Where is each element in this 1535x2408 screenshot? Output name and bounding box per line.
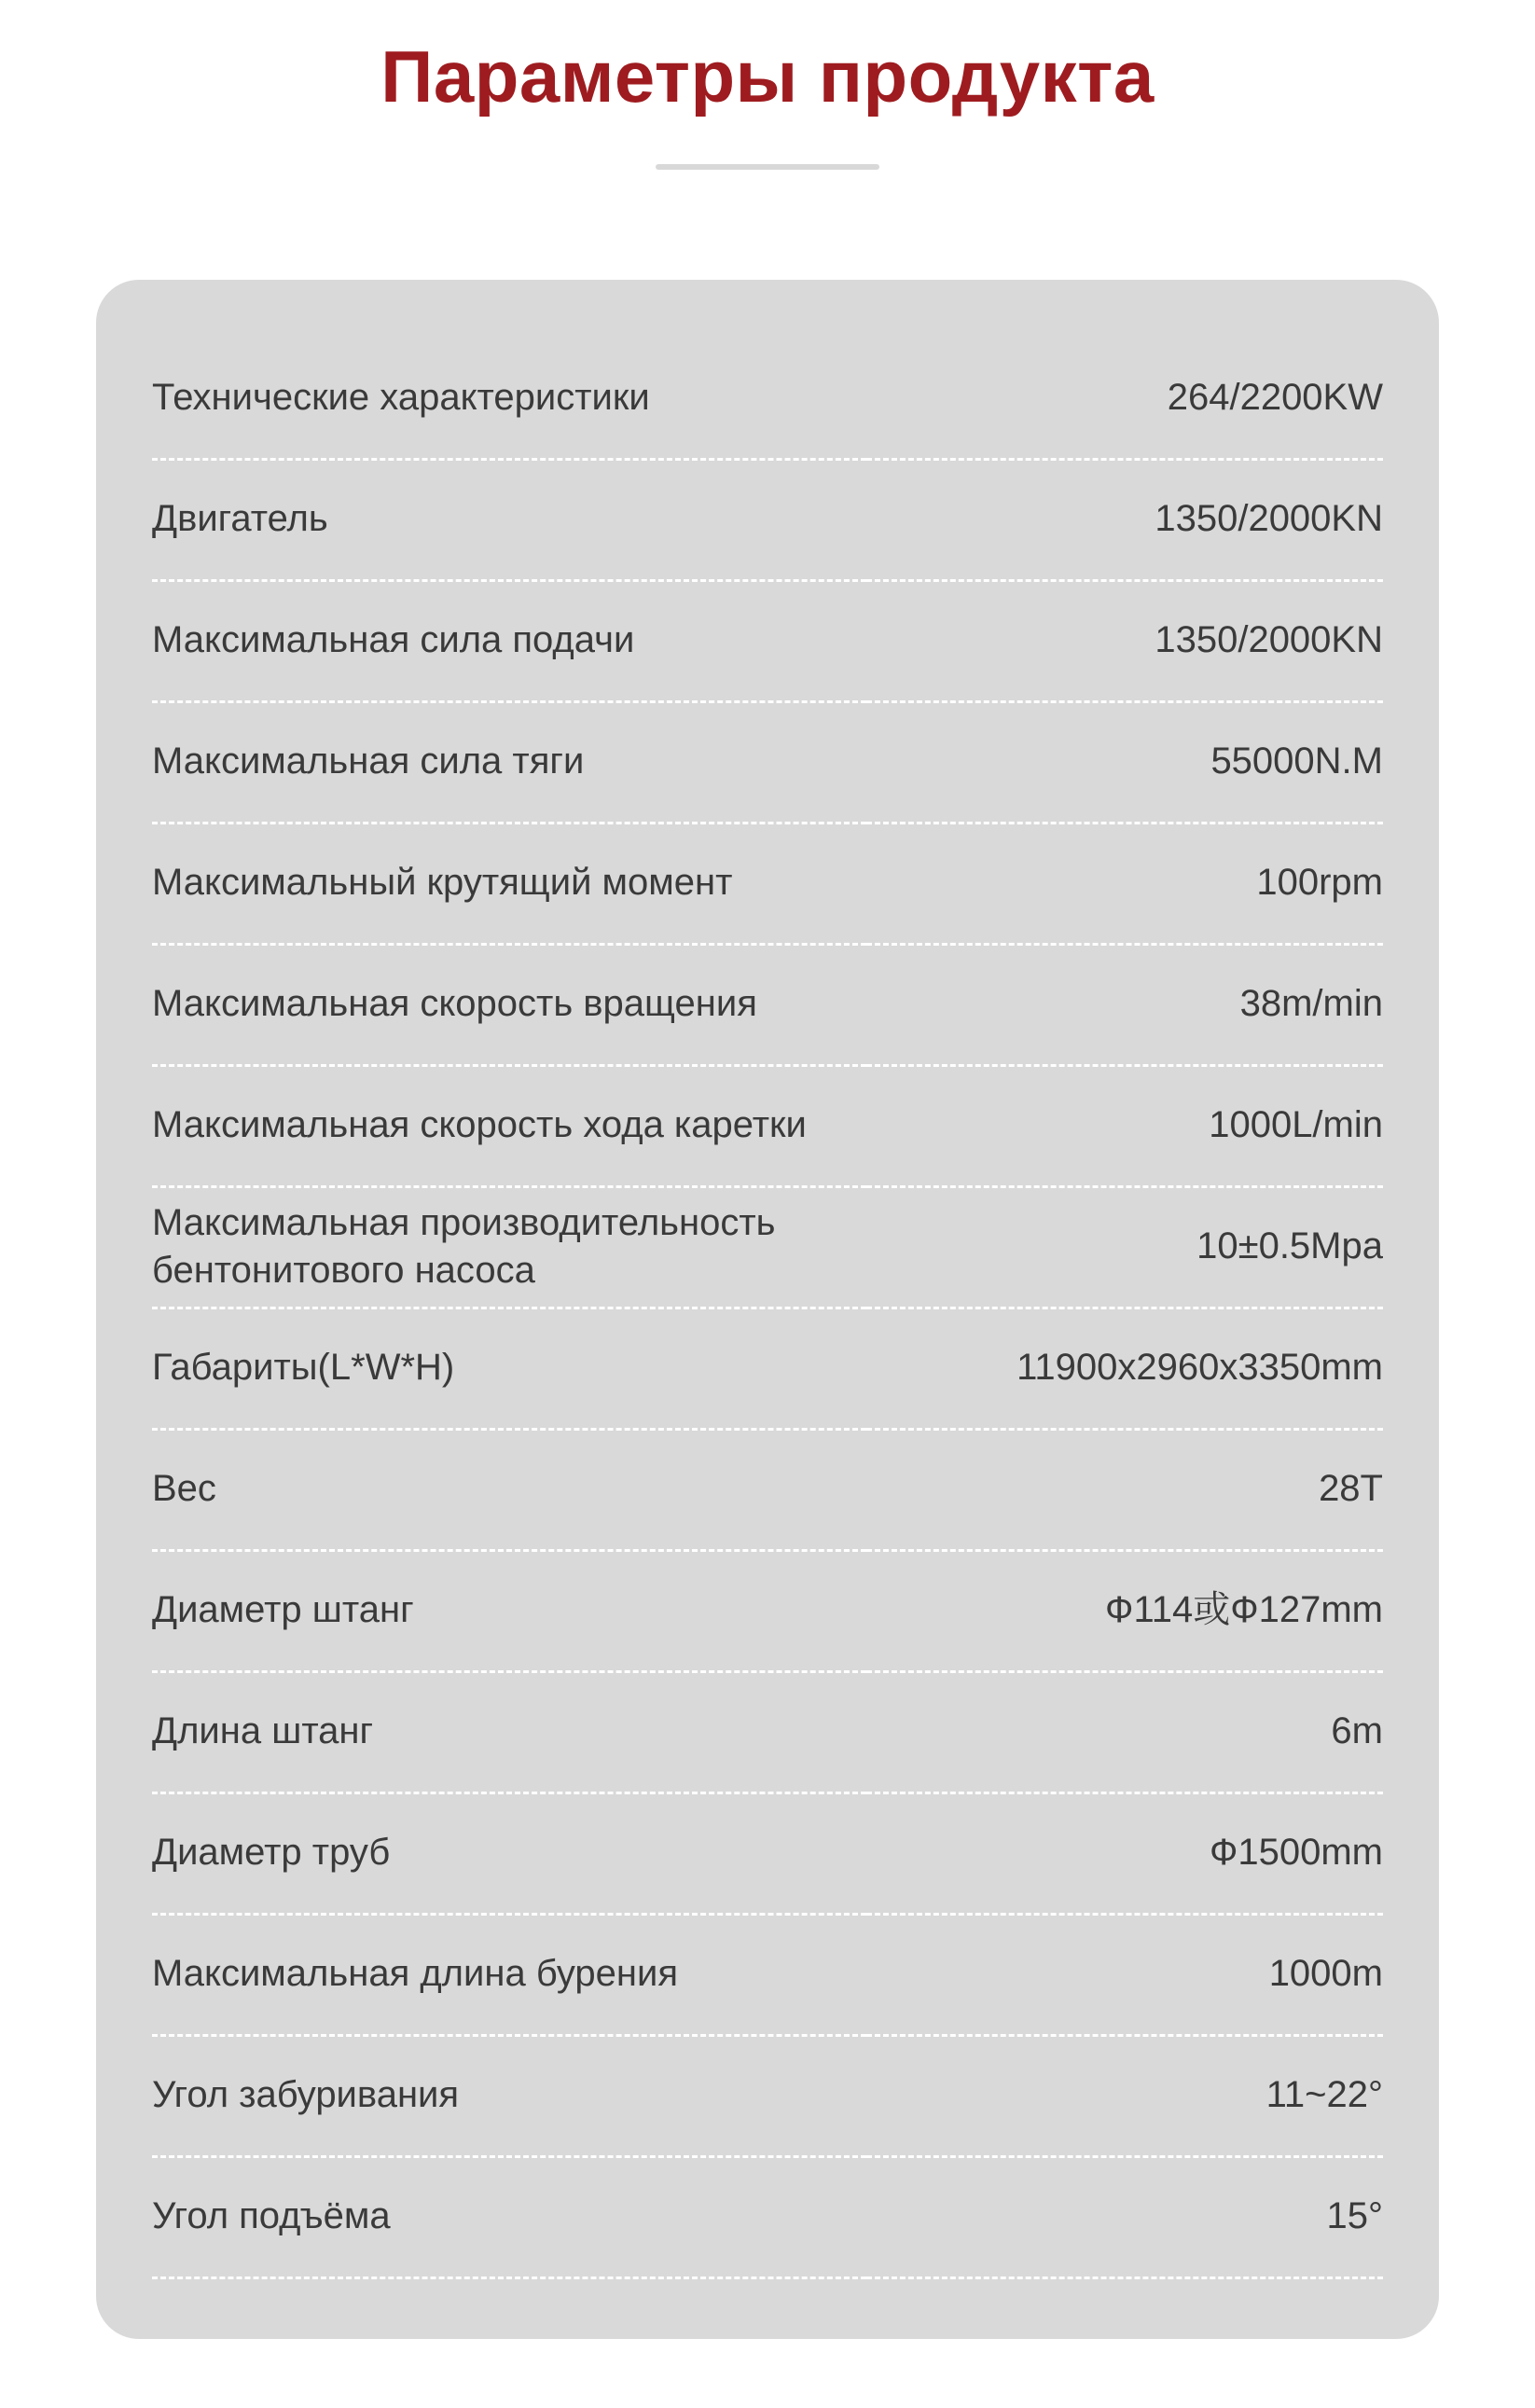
table-row bbox=[152, 1671, 1383, 1792]
specifications-table-body bbox=[152, 338, 1383, 2277]
table-row bbox=[152, 1308, 1383, 1429]
spec-label: Угол забуривания bbox=[152, 2035, 866, 2156]
specifications-table bbox=[152, 338, 1383, 2279]
spec-value: Ф1500mm bbox=[866, 1792, 1383, 1914]
table-row bbox=[152, 2156, 1383, 2277]
table-row bbox=[152, 1792, 1383, 1914]
spec-label: Максимальная скорость хода каретки bbox=[152, 1065, 866, 1186]
spec-value: Ф114或Ф127mm bbox=[866, 1550, 1383, 1671]
spec-label: Диаметр штанг bbox=[152, 1550, 866, 1671]
spec-value: 1000L/min bbox=[866, 1065, 1383, 1186]
spec-label: Диаметр труб bbox=[152, 1792, 866, 1914]
spec-label: Двигатель bbox=[152, 459, 866, 580]
spec-label: Угол подъёма bbox=[152, 2156, 866, 2277]
spec-label: Максимальная сила тяги bbox=[152, 701, 866, 823]
spec-value: 1000m bbox=[866, 1914, 1383, 2035]
table-row bbox=[152, 2035, 1383, 2156]
table-row bbox=[152, 580, 1383, 701]
spec-label: Габариты(L*W*H) bbox=[152, 1308, 866, 1429]
table-row bbox=[152, 459, 1383, 580]
spec-label: Максимальный крутящий момент bbox=[152, 823, 866, 944]
table-row bbox=[152, 823, 1383, 944]
table-row bbox=[152, 701, 1383, 823]
title-divider bbox=[656, 164, 879, 170]
spec-value: 55000N.M bbox=[866, 701, 1383, 823]
spec-value: 15° bbox=[866, 2156, 1383, 2277]
spec-value: 1350/2000KN bbox=[866, 580, 1383, 701]
spec-label: Технические характеристики bbox=[152, 338, 866, 459]
spec-label: Вес bbox=[152, 1429, 866, 1550]
spec-value: 10±0.5Mpa bbox=[866, 1186, 1383, 1308]
table-row bbox=[152, 1550, 1383, 1671]
spec-value: 264/2200KW bbox=[866, 338, 1383, 459]
table-row bbox=[152, 1914, 1383, 2035]
table-row bbox=[152, 1186, 1383, 1308]
spec-value: 11900x2960x3350mm bbox=[866, 1308, 1383, 1429]
spec-value: 6m bbox=[866, 1671, 1383, 1792]
table-row bbox=[152, 1429, 1383, 1550]
table-row bbox=[152, 1065, 1383, 1186]
spec-value: 38m/min bbox=[866, 944, 1383, 1065]
spec-label: Максимальная длина бурения bbox=[152, 1914, 866, 2035]
spec-value: 100rpm bbox=[866, 823, 1383, 944]
table-row bbox=[152, 338, 1383, 459]
page-title: Параметры продукта bbox=[380, 35, 1155, 118]
spec-label: Максимальная производительность бентонитового насоса bbox=[152, 1186, 866, 1308]
spec-label: Максимальная скорость вращения bbox=[152, 944, 866, 1065]
spec-value: 28T bbox=[866, 1429, 1383, 1550]
specifications-card bbox=[96, 280, 1439, 2339]
spec-label: Максимальная сила подачи bbox=[152, 580, 866, 701]
spec-value: 1350/2000KN bbox=[866, 459, 1383, 580]
spec-value: 11~22° bbox=[866, 2035, 1383, 2156]
spec-label: Длина штанг bbox=[152, 1671, 866, 1792]
table-row bbox=[152, 944, 1383, 1065]
